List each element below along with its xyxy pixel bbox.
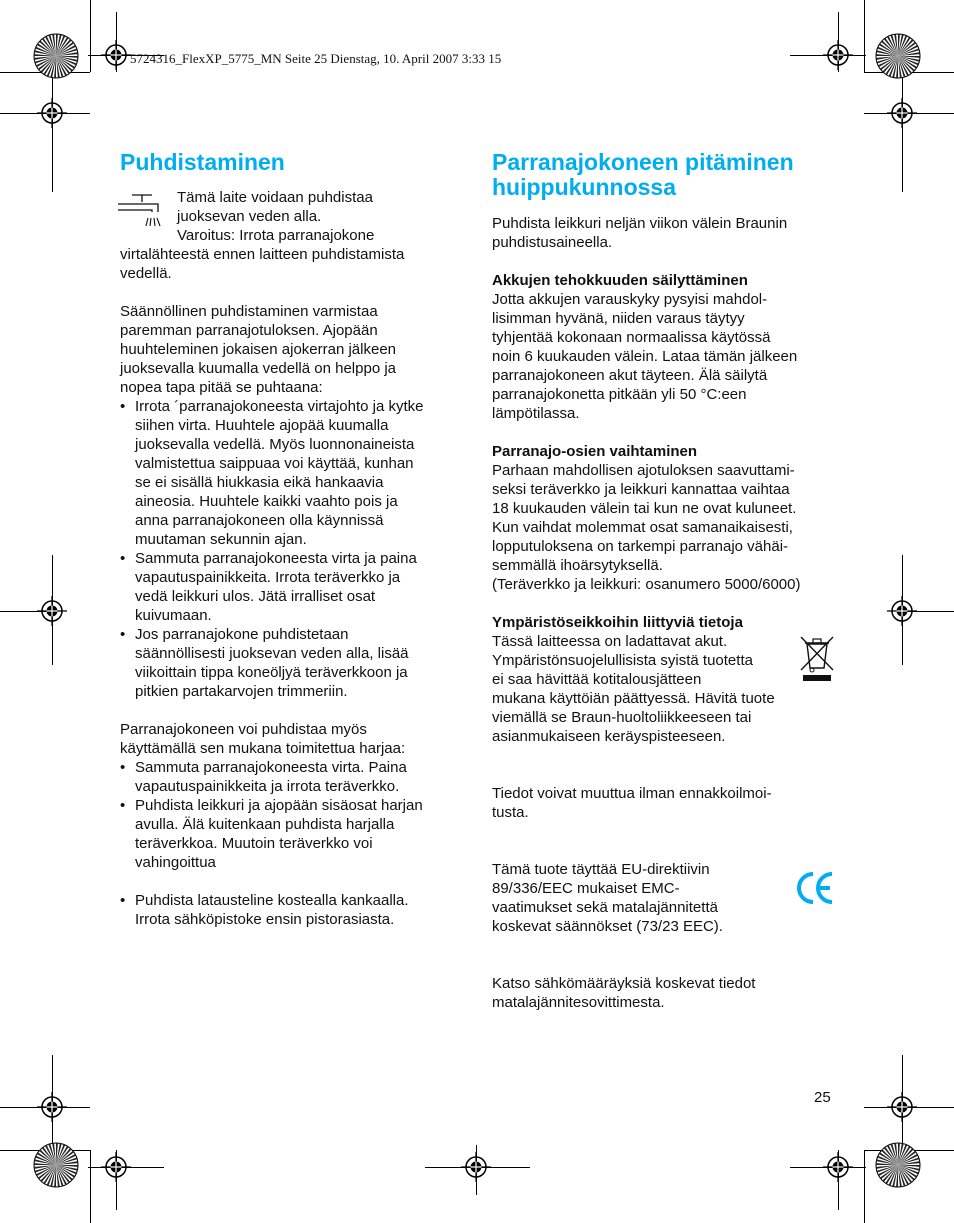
text-line: Irrota sähköpistoke ensin pistorasiasta. bbox=[135, 911, 395, 928]
text-line: viikoittain tippa koneöljyä teräverkkoon ja bbox=[135, 664, 408, 681]
bullet-item bbox=[120, 397, 465, 549]
text-line: ei saa hävittää kotitalousjätteen bbox=[492, 671, 702, 688]
text-line: Parhaan mahdollisen ajotuloksen saavuttami- bbox=[492, 462, 795, 479]
text-line: anna parranajokoneen olla käynnissä bbox=[135, 512, 384, 529]
registration-mark-icon bbox=[37, 1092, 67, 1122]
registration-mark-icon bbox=[887, 1092, 917, 1122]
text-line: • Puhdista leikkuri ja ajopään sisäosat harjan bbox=[135, 797, 423, 814]
text-line: siihen virta. Huuhtele ajopää kuumalla bbox=[135, 417, 389, 434]
text-line: se ei sisällä hiukkasia eikä hankaavia bbox=[135, 474, 384, 491]
starburst-mark-icon bbox=[34, 1143, 78, 1187]
text-line: matalajännitesovittimesta. bbox=[492, 994, 665, 1011]
text-line: pitkien partakarvojen trimmeriin. bbox=[135, 683, 348, 700]
text-line: vedä leikkuri ulos. Jätä irralliset osat bbox=[135, 588, 376, 605]
text-line: koskevat säännökset (73/23 EEC). bbox=[492, 918, 723, 935]
text-line: säännöllisesti juoksevan veden alla, lisää bbox=[135, 645, 409, 662]
text-line: kuivumaan. bbox=[135, 607, 212, 624]
text-line: aineosia. Huuhtele kaikki vaahto pois ja bbox=[135, 493, 398, 510]
registration-mark-icon bbox=[461, 1152, 491, 1182]
text-line: lämpötilassa. bbox=[492, 405, 580, 422]
registration-mark-icon bbox=[37, 596, 67, 626]
text-line: vahingoittua bbox=[135, 854, 216, 871]
text-line: käyttämällä sen mukana toimitettua harjaa: bbox=[120, 740, 406, 757]
bullet-item bbox=[120, 796, 465, 872]
text-line: juoksevalla vedellä. Myös luonnonaineista bbox=[135, 436, 415, 453]
text-line: (Teräverkko ja leikkuri: osanumero 5000/6000) bbox=[492, 576, 801, 593]
text-line: valmistettua saippuaa voi käyttää, kunhan bbox=[135, 455, 414, 472]
bullet-item bbox=[120, 891, 465, 929]
text-line: Puhdista leikkuri neljän viikon välein Braunin bbox=[492, 215, 788, 232]
registration-mark-icon bbox=[37, 98, 67, 128]
registration-mark-icon bbox=[101, 40, 131, 70]
starburst-mark-icon bbox=[34, 34, 78, 78]
ce-mark-icon bbox=[796, 870, 836, 906]
tap-water-icon bbox=[118, 192, 164, 232]
registration-mark-icon bbox=[887, 98, 917, 128]
text-line: Tiedot voivat muuttua ilman ennakkoilmoi- bbox=[492, 785, 772, 802]
text-line: • Puhdista latausteline kostealla kankaalla. bbox=[135, 892, 409, 909]
title-line: huippukunnossa bbox=[492, 174, 676, 200]
text-line: lisimman hyvänä, niiden varaus täytyy bbox=[492, 310, 745, 327]
registration-mark-icon bbox=[887, 596, 917, 626]
battery-heading: Akkujen tehokkuuden säilyttäminen bbox=[492, 272, 748, 289]
text-line: vapautuspainikkeita ja irrota teräverkko. bbox=[135, 778, 400, 795]
print-slug: 5724316_FlexXP_5775_MN Seite 25 Dienstag, 10. April 2007 3:33 15 bbox=[130, 51, 502, 66]
text-line: Tässä laitteessa on ladattavat akut. bbox=[492, 633, 728, 650]
text-line: muutaman sekunnin ajan. bbox=[135, 531, 307, 548]
text-line: vapautuspainikkeita. Irrota teräverkko ja bbox=[135, 569, 401, 586]
text-line: Parranajokoneen voi puhdistaa myös bbox=[120, 721, 367, 738]
text-line: • Sammuta parranajokoneesta virta ja paina bbox=[135, 550, 417, 567]
text-line: Tämä laite voidaan puhdistaa bbox=[177, 189, 373, 206]
text-line: parranajokonetta pitkään yli 50 °C:een bbox=[492, 386, 747, 403]
text-line: 89/336/EEC mukaiset EMC- bbox=[492, 880, 680, 897]
text-line: teräverkkoa. Muutoin teräverkko voi bbox=[135, 835, 373, 852]
text-line: semmällä ihoärsytyksellä. bbox=[492, 557, 663, 574]
bullet-item bbox=[120, 758, 465, 796]
bullet-item bbox=[120, 549, 465, 625]
text-line: viemällä se Braun-huoltoliikkeeseen tai bbox=[492, 709, 752, 726]
text-line: virtalähteestä ennen laitteen puhdistamista bbox=[120, 246, 405, 263]
text-line: tyhjentää kokonaan normaalissa käytössä bbox=[492, 329, 771, 346]
text-line: paremman parranajotuloksen. Ajopään bbox=[120, 322, 378, 339]
text-line: • Sammuta parranajokoneesta virta. Paina bbox=[135, 759, 407, 776]
text-line: lopputuloksena on tarkempi parranajo vähäi- bbox=[492, 538, 789, 555]
text-line: noin 6 kuukauden välein. Lataa tämän jälkeen bbox=[492, 348, 798, 365]
registration-mark-icon bbox=[823, 40, 853, 70]
text-line: nopea tapa pitää se puhtaana: bbox=[120, 379, 323, 396]
text-line: Säännöllinen puhdistaminen varmistaa bbox=[120, 303, 378, 320]
starburst-mark-icon bbox=[876, 34, 920, 78]
section-title-cleaning: Puhdistaminen bbox=[120, 149, 285, 175]
text-line: avulla. Älä kuitenkaan puhdista harjalla bbox=[135, 816, 395, 833]
crossed-bin-icon bbox=[798, 634, 836, 684]
right-column bbox=[492, 150, 837, 1012]
text-line: juoksevalla kuumalla vedellä on helppo ja bbox=[120, 360, 397, 377]
environment-heading: Ympäristöseikkoihin liittyviä tietoja bbox=[492, 614, 743, 631]
bullet-item bbox=[120, 625, 465, 701]
text-line: puhdistusaineella. bbox=[492, 234, 613, 251]
text-line: tusta. bbox=[492, 804, 529, 821]
page-number: 25 bbox=[814, 1089, 831, 1106]
text-line: Jotta akkujen varauskyky pysyisi mahdol- bbox=[492, 291, 768, 308]
text-line: • Jos parranajokone puhdistetaan bbox=[135, 626, 349, 643]
text-line: huuhteleminen jokaisen ajokerran jälkeen bbox=[120, 341, 397, 358]
maintenance-body bbox=[492, 214, 837, 1012]
text-line: Kun vaihdat molemmat osat samanaikaisesti, bbox=[492, 519, 793, 536]
section-title-maintenance bbox=[492, 150, 837, 200]
registration-mark-icon bbox=[101, 1152, 131, 1182]
text-line: Katso sähkömääräyksiä koskevat tiedot bbox=[492, 975, 756, 992]
text-line: vaatimukset sekä matalajännitettä bbox=[492, 899, 718, 916]
text-line: 18 kuukauden välein tai kun ne ovat kuluneet. bbox=[492, 500, 797, 517]
text-line: parranajokoneen akut täyteen. Älä säilytä bbox=[492, 367, 768, 384]
text-line: • Irrota ´parranajokoneesta virtajohto ja kytke bbox=[135, 398, 424, 415]
text-line: Varoitus: Irrota parranajokone bbox=[177, 227, 375, 244]
text-line: asianmukaiseen keräyspisteeseen. bbox=[492, 728, 726, 745]
registration-mark-icon bbox=[823, 1152, 853, 1182]
parts-heading: Parranajo-osien vaihtaminen bbox=[492, 443, 698, 460]
text-line: mukana käyttöiän päättyessä. Hävitä tuote bbox=[492, 690, 775, 707]
text-line: seksi teräverkko ja leikkuri kannattaa vaihtaa bbox=[492, 481, 790, 498]
cleaning-intro bbox=[120, 188, 465, 929]
title-line: Parranajokoneen pitäminen bbox=[492, 149, 794, 175]
left-column bbox=[120, 150, 465, 929]
text-line: juoksevan veden alla. bbox=[177, 208, 322, 225]
starburst-mark-icon bbox=[876, 1143, 920, 1187]
text-line: vedellä. bbox=[120, 265, 172, 282]
text-line: Tämä tuote täyttää EU-direktiivin bbox=[492, 861, 710, 878]
text-line: Ympäristönsuojelullisista syistä tuotetta bbox=[492, 652, 753, 669]
